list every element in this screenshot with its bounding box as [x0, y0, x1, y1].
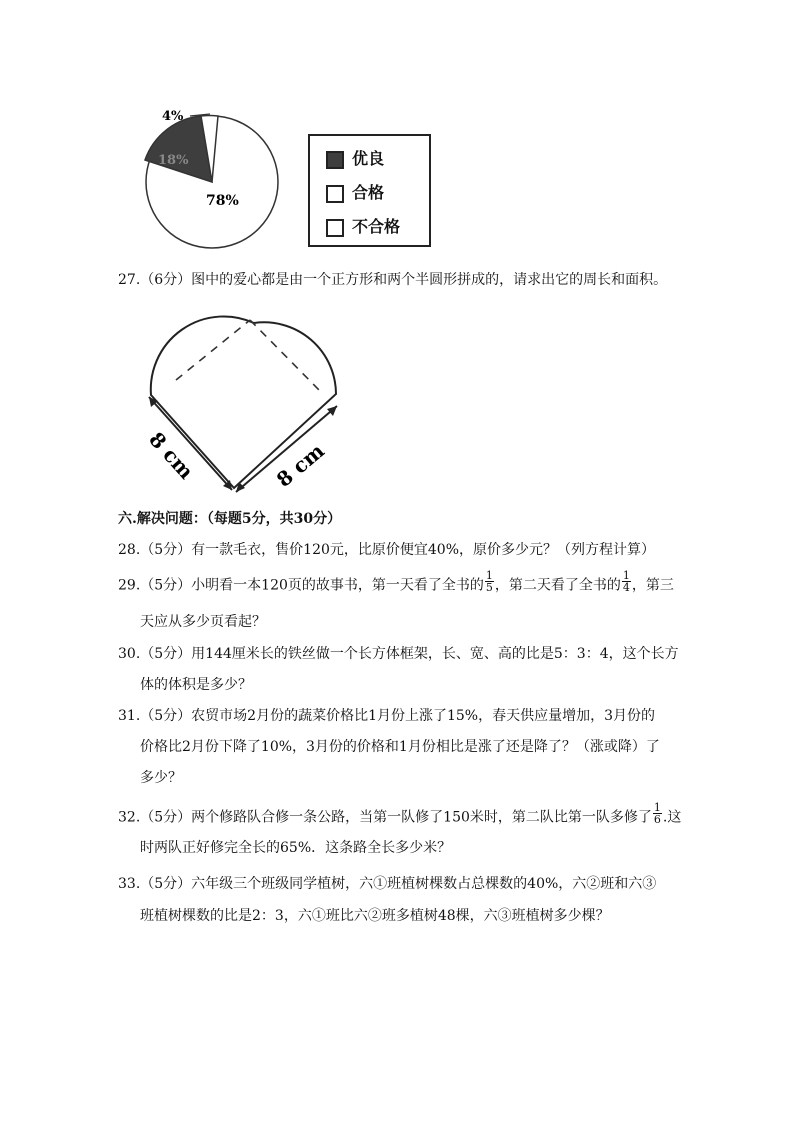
question-31-line3: 多少？	[140, 770, 182, 786]
legend-swatch-pass	[326, 185, 344, 203]
heart-dash-right	[250, 320, 320, 391]
fraction-one-sixth: $\frac{1}{6}$	[653, 801, 661, 826]
question-30: 30.（5分）用144厘米长的铁丝做一个长方体框架，长、宽、高的比是5：3：4，这个长方	[118, 646, 679, 662]
fraction-one-fifth: $\frac{1}{5}$	[485, 569, 493, 594]
legend-swatch-fail	[326, 219, 344, 237]
heart-dash-left	[176, 320, 250, 380]
legend-item-fail: 不合格	[326, 214, 400, 237]
arrowhead-right-bottom	[236, 482, 245, 492]
heart-figure	[140, 298, 360, 498]
question-32: 32.（5分）两个修路队合修一条公路，当第一队修了150米时，第二队比第一队多修了 $\frac{1}{6}$ .这	[118, 801, 682, 826]
fraction-one-quarter: $\frac{1}{4}$	[622, 569, 630, 594]
pie-chart	[138, 108, 286, 253]
question-29: 29.（5分）小明看一本120页的故事书，第一天看了全书的 $\frac{1}{5}$ ，第二天看了全书的 $\frac{1}{4}$ ，第三	[118, 569, 674, 594]
dimension-label-left: 8 cm	[144, 427, 199, 484]
pie-legend	[308, 134, 431, 247]
pie-label-fail: 4%	[162, 109, 184, 124]
question-32-line2: 时两队正好修完全长的65%．这条路全长多少米？	[140, 840, 452, 856]
pie-label-excellent: 18%	[158, 153, 189, 168]
dimension-label-right: 8 cm	[271, 438, 329, 492]
question-31-line2: 价格比2月份下降了10%，3月份的价格和1月份相比是涨了还是降了？（涨或降）了	[140, 739, 660, 755]
question-31: 31.（5分）农贸市场2月份的蔬菜价格比1月份上涨了15%，春天供应量增加，3月份的	[118, 708, 656, 724]
pie-label-pass: 78%	[206, 193, 239, 209]
question-33-line2: 班植树棵数的比是2：3，六①班比六②班多植树48棵，六③班植树多少棵？	[140, 908, 610, 924]
legend-swatch-excellent	[326, 151, 344, 169]
question-29-line2: 天应从多少页看起？	[140, 614, 266, 630]
question-28: 28.（5分）有一款毛衣，售价120元，比原价便宜40%，原价多少元？（列方程计算）	[118, 542, 656, 558]
legend-item-excellent: 优良	[326, 146, 384, 169]
question-27: 27.（6分）图中的爱心都是由一个正方形和两个半圆形拼成的，请求出它的周长和面积。	[118, 272, 668, 288]
question-33: 33.（5分）六年级三个班级同学植树，六①班植树棵数占总棵数的40%，六②班和六③	[118, 876, 657, 892]
question-30-line2: 体的体积是多少？	[140, 677, 252, 693]
section-heading-6: 六.解决问题：（每题5分，共30分）	[118, 511, 342, 527]
legend-item-pass: 合格	[326, 180, 384, 203]
